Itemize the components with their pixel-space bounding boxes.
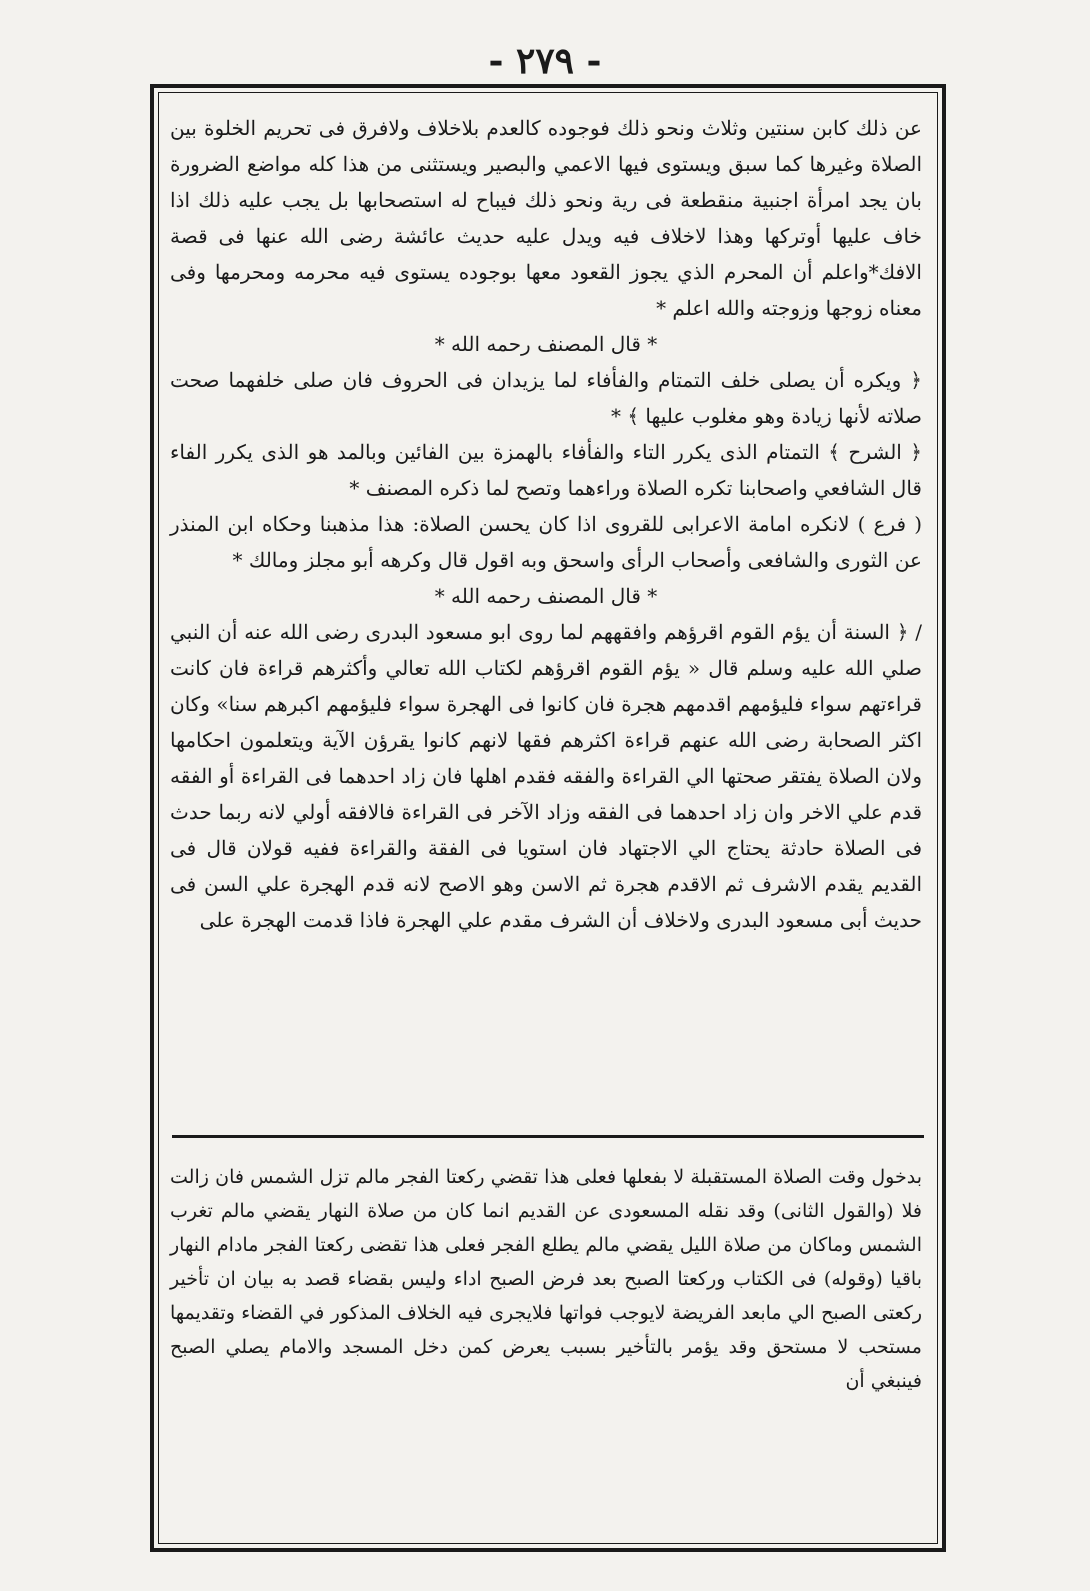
paragraph-sharh: ﴿ الشرح ﴾ التمتام الذى يكرر التاء والفأفاء بالهمزة بين الفائين وبالمد هو الذى يكرر الفاء قال الشافعي واصحابنا تكره الصلاة وراءهما وتصح لما ذكره المصنف * xyxy=(170,440,922,500)
page-number: - ٢٧٩ - xyxy=(488,40,602,82)
paragraph-far: ( فرع ) لانكره امامة الاعرابى للقروى اذا كان يحسن الصلاة: هذا مذهبنا وحكاه ابن المنذر عن الثورى والشافعى وأصحاب الرأى واسحق وبه اقول قال وكرهه أبو مجلز ومالك * xyxy=(170,512,922,572)
paragraph-matn-1: ﴿ ويكره أن يصلى خلف التمتام والفأفاء لما يزيدان فى الحروف فان صلى خلفهما صحت صلاته لأنها زيادة وهو مغلوب عليها ﴾ * xyxy=(170,368,922,428)
author-heading: * قال المصنف رحمه الله * xyxy=(434,332,658,356)
paragraph-matn-2: / ﴿ السنة أن يؤم القوم اقرؤهم وافقههم لما روى ابو مسعود البدرى رضى الله عنه أن النبي صلي الله عليه وسلم قال « يؤم القوم اقرؤهم لكتاب الله تعالي وأكثرهم قراءة فان كانت قراءتهم سواء فليؤمهم اقدمهم هجرة فان كانوا فى الهجرة سواء فليؤمهم اكبرهم سنا» وكان اكثر الصحابة رضى الله عنهم قراءة اكثرهم فقها لانهم كانوا يقرؤن الآية ويتعلمون احكامها ولان الصلاة يفتقر صحتها الي القراءة والفقه فقدم اهلها فان زاد احدهما فى القراءة أو الفقه قدم علي الاخر وان زاد احدهما فى الفقه وزاد الآخر فى القراءة فالافقه أولي لانه ربما حدث فى الصلاة حادثة يحتاج الي الاجتهاد فان استويا فى الفقة والقراءة ففيه قولان قال فى القديم يقدم الاشرف ثم الاقدم هجرة ثم الاسن وهو الاصح لانه قدم الهجرة علي السن فى حديث أبى مسعود البدرى ولاخلاف أن الشرف مقدم علي الهجرة فاذا قدمت الهجرة على xyxy=(170,620,923,932)
footnote-block xyxy=(170,1160,922,1398)
footnote-paragraph: بدخول وقت الصلاة المستقبلة لا بفعلها فعلى هذا تقضي ركعتا الفجر مالم تزل الشمس فان زالت فلا (والقول الثانى) وقد نقله المسعودى عن القديم انما كان من صلاة النهار يقضي مالم تغرب الشمس وماكان من صلاة الليل يقضي مالم يطلع الفجر فعلى هذا تقضى ركعتا الفجر مادام النهار باقيا (وقوله) فى الكتاب وركعتا الصبح بعد فرض الصبح اداء وليس بقضاء قصد به بيان ان تأخير ركعتى الصبح الي مابعد الفريضة لايوجب فواتها فلايجرى فيه الخلاف المذكور في القضاء وتقديمها مستحب لا مستحق وقد يؤمر بالتأخير بسبب يعرض كمن دخل المسجد والامام يصلي الصبح فينبغي أن xyxy=(170,1166,922,1392)
paragraph-intro: عن ذلك كابن سنتين وثلاث ونحو ذلك فوجوده كالعدم بلاخلاف ولافرق فى تحريم الخلوة بين الصلاة وغيرها كما سبق ويستوى فيها الاعمي والبصير ويستثنى من هذا كله مواضع الضرورة بان يجد امرأة اجنبية منقطعة فى رية ونحو ذلك فيباح له استصحابها بل يجب عليه ذلك اذا خاف عليها أوتركها وهذا لاخلاف فيه ويدل عليه حديث عائشة رضى الله عنها فى قصة الافك*واعلم أن المحرم الذي يجوز القعود معها بوجوده يستوى فيه محرمه ومحرمها وفى معناه زوجها وزوجته والله اعلم * xyxy=(170,116,922,320)
footnote-divider xyxy=(172,1135,924,1138)
author-heading-2: * قال المصنف رحمه الله * xyxy=(434,584,658,608)
main-text-block xyxy=(170,110,922,938)
